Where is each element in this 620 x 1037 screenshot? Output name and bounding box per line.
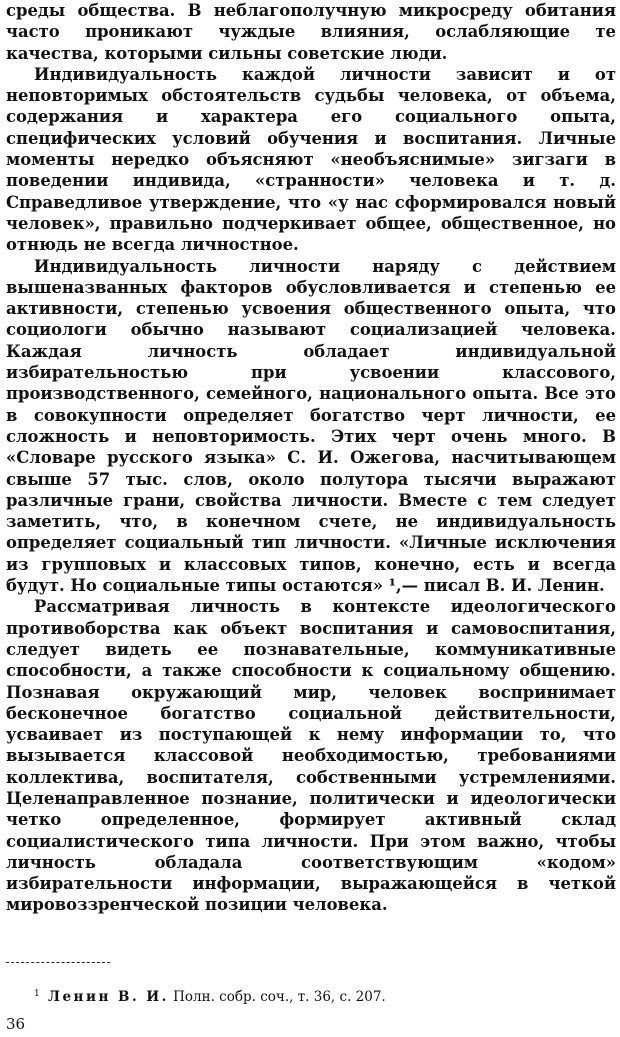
paragraph-3: Индивидуальность личности наряду с действием вышеназванных факторов обусловливается и степенью ее активности, степенью усвоения общественного опыта, что социологи обычно называют социализацией человека. Каждая личность обладает индивидуальной избирательностью при усвоении классового, производственного, семейного, национального опыта. Все это в совокупности определяет богатство черт личности, ее сложность и неповторимость. Этих черт очень много. В «Словаре русского языка» С. И. Ожегова, насчитывающем свыше 57 тыс. слов, около полутора тысячи выражают различные грани, свойства личности. Вместе с тем следует заметить, что, в конечном счете, не индивидуальность определяет социальный тип личности. «Личные исключения из групповых и классовых типов, конечно, есть и всегда будут. Но социальные типы остаются» ¹,— писал В. И. Ленин. [6,256,616,596]
footnote-author: Ленин В. И. [48,989,169,1005]
paragraph-4: Рассматривая личность в контексте идеологического противоборства как объект воспитания и самовоспитания, следует видеть ее познавательные, коммуникативные способности, а также способности к социальному общению. Познавая окружающий мир, человек воспринимает бесконечное богатство социальной действительности, усваивает из поступающей к нему информации то, что вызывается классовой необходимостью, требованиями коллектива, воспитателя, собственными устремлениями. Целенаправленное познание, политически и идеологически четко определенное, формирует активный склад социалистического типа личности. При этом важно, чтобы личность обладала соответствующим «кодом» избирательности информации, выражающейся в четкой мировоззренческой позиции человека. [6,597,616,915]
paragraph-1: среды общества. В неблагополучную микросреду обитания часто проникают чуждые влияния, ослабляющие те качества, которыми сильны советские люди. [6,1,616,63]
footnote-divider [6,962,110,963]
page-number: 36 [6,1015,26,1033]
footnote-marker: 1 [34,989,40,999]
footnote [34,985,386,1006]
footnote-source: Полн. собр. соч., т. 36, с. 207. [173,989,386,1005]
paragraph-2: Индивидуальность каждой личности зависит и от неповторимых обстоятельств судьбы человека, от объема, содержания и характера его социального опыта, специфических условий обучения и воспитания. Личные моменты нередко объясняют «необъяснимые» зигзаги в поведении индивида, «странности» человека и т. д. Справедливое утверждение, что «у нас сформировался новый человек», правильно подчеркивает общее, общественное, но отнюдь не всегда личностное. [6,64,616,255]
book-page [6,0,616,1037]
main-text [6,0,616,916]
